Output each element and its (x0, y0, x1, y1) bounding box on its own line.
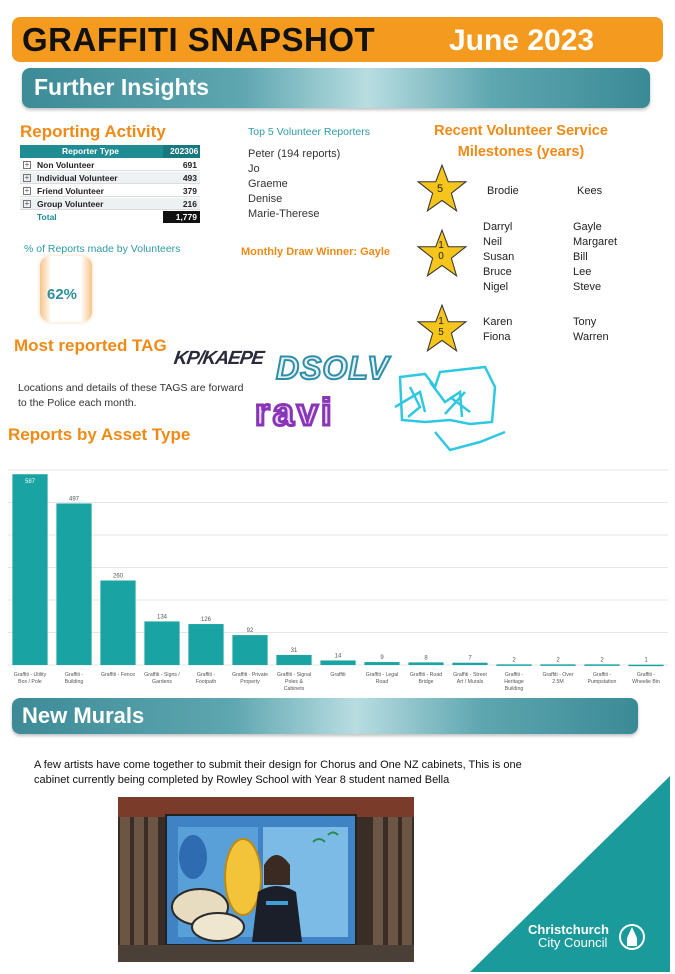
chart-bar (276, 655, 311, 665)
star-5-label: 5 (437, 183, 444, 195)
milestone-name: Bill (573, 251, 588, 263)
milestone-name: Steve (573, 281, 602, 293)
bar-value-label: 8 (424, 655, 428, 662)
milestone-name: Karen (483, 316, 513, 328)
category-tick-label: Graffiti - (592, 672, 612, 678)
category-tick-label: Graffiti - Road (409, 672, 443, 678)
murals-text-line2: cabinet currently being completed by Rowley School with Year 8 student named Bella (34, 774, 450, 786)
tags-heading: Most reported TAG (14, 336, 167, 355)
milestone-name: Warren (573, 331, 609, 343)
scribble-tag-icon (390, 362, 510, 457)
chart-bar (12, 474, 47, 665)
column-header-period: 202306 (170, 146, 199, 156)
table-row (20, 172, 200, 184)
newsletter-date: June 2023 (449, 24, 595, 57)
milestone-name: Bruce (483, 266, 512, 278)
milestone-name: Margaret (573, 236, 618, 248)
category-tick-label: Poles & (285, 679, 303, 685)
category-tick-label: Wheelie Bin (632, 679, 660, 685)
category-tick-label: Road (375, 679, 389, 685)
milestone-10-col1 (483, 220, 514, 295)
table-row (20, 185, 200, 197)
mural-scene-image (118, 797, 414, 962)
reporting-heading: Reporting Activity (20, 122, 166, 141)
tag-dsolv: DSOLV (276, 350, 390, 386)
category-tick-label: Art / Murals (456, 679, 484, 685)
expand-row-icon[interactable]: + (24, 186, 30, 195)
chart-bar (100, 581, 135, 666)
reporter-type-label: Group Volunteer (37, 199, 104, 209)
milestone-10-col2 (573, 220, 617, 295)
bar-value-label: 497 (68, 496, 80, 503)
category-tick-label: Graffiti - Legal (365, 672, 399, 678)
column-header-type: Reporter Type (62, 146, 119, 156)
category-tick-label: Footpath (195, 679, 217, 685)
chart-bar (56, 503, 91, 665)
murals-text-line1: A few artists have come together to submit their design for Chorus and One NZ cabinets, This is one (34, 759, 522, 771)
category-tick-label: Graffiti - Over (542, 672, 574, 678)
table-row (20, 198, 200, 210)
reporting-table (20, 145, 200, 224)
tag-ravi: ravi (255, 392, 335, 434)
table-row (20, 159, 200, 171)
volunteer-share-label: % of Reports made by Volunteers (24, 243, 181, 255)
star-10-label: 10 (438, 240, 444, 262)
milestones-heading-line2: Milestones (years) (457, 144, 585, 160)
tags-description-line2: to the Police each month. (18, 397, 137, 409)
milestone-name: Darryl (483, 221, 513, 233)
bar-value-label: 1 (644, 657, 648, 664)
category-tick-label: Graffiti - (64, 672, 84, 678)
category-tick-label: Graffiti - Signal (276, 672, 312, 678)
council-name-line1: Christchurch (528, 922, 609, 937)
chart-bar (540, 664, 575, 666)
milestone-15-col1 (483, 315, 512, 345)
category-tick-label: Graffiti - Utility (13, 672, 47, 678)
milestone-name: Tony (573, 316, 597, 328)
bar-value-label: 31 (290, 647, 298, 654)
section-title-murals: New Murals (22, 703, 145, 728)
category-tick-label: Pumpstation (587, 679, 617, 685)
top5-item: Peter (194 reports) (248, 148, 341, 160)
bar-value-label: 2 (600, 657, 604, 664)
newsletter-title: GRAFFITI SNAPSHOT (22, 21, 376, 58)
bar-value-label: 92 (246, 628, 254, 635)
milestone-name: Kees (577, 185, 603, 197)
reporter-type-label: Friend Volunteer (37, 186, 104, 196)
category-tick-label: Cabinets (283, 686, 305, 692)
milestone-5-col2 (577, 184, 602, 199)
reporter-type-value: 216 (182, 199, 197, 209)
category-tick-label: Building (504, 686, 524, 692)
total-value: 1,779 (175, 212, 197, 222)
reporter-type-value: 493 (182, 173, 197, 183)
top5-item: Graeme (248, 178, 288, 190)
milestone-name: Fiona (483, 331, 511, 343)
expand-row-icon[interactable]: + (24, 173, 30, 182)
mural-photo (118, 797, 414, 962)
reporter-type-value: 691 (182, 160, 197, 170)
category-tick-label: Box / Pole (18, 679, 42, 685)
milestone-name: Brodie (487, 185, 519, 197)
expand-row-icon[interactable]: + (24, 199, 30, 208)
chart-bar (452, 663, 487, 665)
reporter-type-label: Non Volunteer (37, 160, 95, 170)
volunteer-share-value: 62% (47, 286, 78, 303)
draw-winner: Monthly Draw Winner: Gayle (241, 246, 391, 258)
chart-bar (144, 621, 179, 665)
tags-description-line1: Locations and details of these TAGS are forward (18, 382, 244, 394)
category-tick-label: Graffiti - Signs / (144, 672, 180, 678)
reporter-type-label: Individual Volunteer (37, 173, 118, 183)
milestone-name: Lee (573, 266, 592, 278)
category-tick-label: Graffiti - Street (453, 672, 487, 678)
milestone-name: Neil (483, 236, 502, 248)
bar-value-label: 587 (24, 479, 36, 486)
bar-value-label: 7 (468, 655, 472, 662)
chart-bar (496, 664, 531, 666)
expand-row-icon[interactable]: + (24, 160, 30, 169)
top5-item: Jo (248, 163, 260, 175)
top5-heading: Top 5 Volunteer Reporters (248, 126, 370, 138)
category-tick-label: Graffiti - (636, 672, 656, 678)
top5-list (248, 147, 340, 222)
category-tick-label: 2.5M (552, 679, 564, 685)
milestone-name: Gayle (573, 221, 602, 233)
milestone-5-col1 (487, 184, 519, 199)
category-tick-label: Heritage (504, 679, 524, 685)
category-tick-label: Building (64, 679, 84, 685)
category-tick-label: Graffiti - (504, 672, 524, 678)
category-tick-label: Graffiti - Private (232, 672, 268, 678)
category-tick-label: Property (240, 679, 260, 685)
category-tick-label: Gardens (152, 679, 172, 685)
milestone-name: Susan (483, 251, 515, 263)
total-label: Total (37, 212, 57, 222)
category-tick-label: Graffiti (330, 672, 346, 678)
bar-value-label: 14 (334, 653, 342, 660)
milestone-name: Nigel (483, 281, 509, 293)
milestone-15-col2 (573, 315, 609, 345)
bar-value-label: 260 (112, 573, 124, 580)
chart-bar (320, 660, 355, 665)
tags-description (18, 381, 244, 411)
asset-chart-heading: Reports by Asset Type (8, 425, 191, 444)
milestones-heading (410, 121, 632, 163)
milestones-heading-line1: Recent Volunteer Service (434, 123, 608, 139)
bar-value-label: 2 (512, 657, 516, 664)
cathedral-logo-icon (619, 924, 645, 950)
chart-bar (232, 635, 267, 665)
bar-value-label: 9 (380, 655, 384, 662)
chart-bar (628, 665, 663, 667)
category-tick-label: Graffiti - Fence (100, 672, 136, 678)
asset-type-bar-chart (6, 465, 670, 693)
category-tick-label: Graffiti - (196, 672, 216, 678)
chart-bar (584, 664, 619, 666)
council-name-line2: City Council (538, 935, 608, 950)
top5-item: Denise (248, 193, 283, 205)
bar-value-label: 126 (200, 617, 212, 624)
chart-bar (364, 662, 399, 665)
category-tick-label: Bridge (418, 679, 434, 685)
bar-value-label: 2 (556, 657, 560, 664)
bar-value-label: 134 (156, 614, 168, 621)
section-title-insights: Further Insights (34, 74, 210, 100)
reporter-type-value: 379 (182, 186, 197, 196)
chart-bar (408, 662, 443, 665)
tag-kp-kaepe: KP/KAEPE (172, 348, 265, 369)
top5-item: Marie-Therese (248, 208, 320, 220)
chart-bar (188, 624, 223, 665)
star-15-label: 15 (438, 316, 444, 338)
